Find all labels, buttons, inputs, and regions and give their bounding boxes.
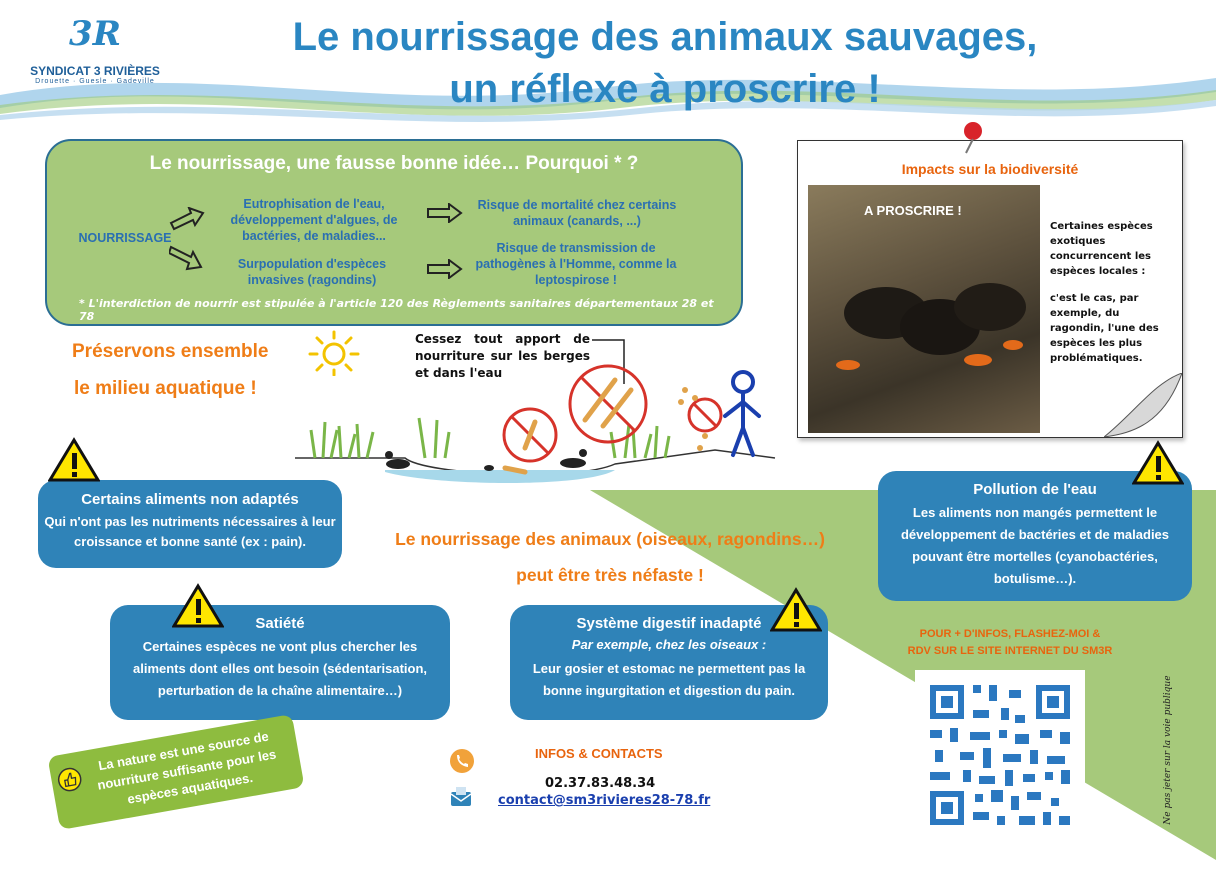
why-footnote: * L'interdiction de nourrir est stipulée à l'article 120 des Règlements sanitaires départementaux 28 et 78 xyxy=(79,297,714,323)
nourrissage-label: NOURRISSAGE xyxy=(78,231,172,245)
central-line2: peut être très néfaste ! xyxy=(516,565,704,585)
box-aliments-body: Qui n'ont pas les nutriments nécessaires à leur croissance et bonne santé (ex : pain). xyxy=(44,514,336,549)
box-digestif-title: Système digestif inadapté xyxy=(576,615,762,632)
risk-pathogenes: Risque de transmission de pathogènes à l'Homme, comme la leptospirose ! xyxy=(475,241,677,287)
box-satiete-body: Certaines espèces ne vont plus chercher les aliments dont elles ont besoin (sédentarisation, perturbation de la chaîne alimentaire…) xyxy=(133,639,427,698)
box-satiete xyxy=(110,605,450,720)
box-satiete-title: Satiété xyxy=(255,615,305,632)
nature-note xyxy=(47,714,304,830)
preserve-line1: Préservons ensemble xyxy=(72,341,269,362)
box-pollution-body: Les aliments non mangés permettent le développement de bactéries et de maladies pouvant être mortelles (cyanobactéries, botulisme…). xyxy=(900,505,1170,586)
effect-surpopulation: Surpopulation d'espèces invasives (ragondins) xyxy=(237,257,387,287)
impacts-text2: c'est le cas, par exemple, du ragondin, l'une des espèces les plus problématiques. xyxy=(1050,293,1159,364)
coypu-illustration xyxy=(828,265,1028,385)
nature-text: La nature est une source de nourriture suffisante pour les espèces aquatiques. xyxy=(96,728,278,807)
box-pollution xyxy=(878,471,1192,601)
qr-code[interactable] xyxy=(915,670,1085,840)
arrow-right-icon xyxy=(427,259,463,279)
central-line1: Le nourrissage des animaux (oiseaux, ragondins…) xyxy=(395,529,825,549)
page-title-line1: Le nourrissage des animaux sauvages, xyxy=(292,15,1038,59)
warning-icon xyxy=(172,583,224,629)
page-title-line2: un réflexe à proscrire ! xyxy=(449,67,881,111)
contact-email[interactable]: contact@sm3rivieres28-78.fr xyxy=(498,793,711,808)
why-heading: Le nourrissage, une fausse bonne idée… Pourquoi * ? xyxy=(149,153,639,174)
stop-feeding-text: Cessez tout apport de nourriture sur les berges et dans l'eau xyxy=(415,332,590,380)
pushpin-icon xyxy=(956,119,990,155)
more-info-line2: RDV SUR LE SITE INTERNET DU SM3R xyxy=(907,645,1113,657)
box-aliments-title: Certains aliments non adaptés xyxy=(81,491,299,508)
side-note: Ne pas jeter sur la voie publique xyxy=(1163,675,1173,825)
impacts-title: Impacts sur la biodiversité xyxy=(901,161,1079,177)
phone-icon xyxy=(449,748,475,774)
logo-name: SYNDICAT 3 RIVIÈRES xyxy=(30,64,160,78)
arrow-up-icon xyxy=(169,207,205,231)
warning-icon xyxy=(1132,440,1184,486)
warning-icon xyxy=(770,587,822,633)
warning-icon xyxy=(48,437,100,483)
impacts-text1: Certaines espèces exotiques concurrencent les espèces locales : xyxy=(1050,221,1153,277)
more-info-line1: POUR + D'INFOS, FLASHEZ-MOI & xyxy=(919,628,1101,640)
contacts-title: INFOS & CONTACTS xyxy=(535,746,663,761)
arrow-down-icon xyxy=(169,241,205,271)
preserve-line2: le milieu aquatique ! xyxy=(74,378,257,399)
why-panel xyxy=(45,139,743,326)
coypu-photo xyxy=(808,185,1040,433)
mail-icon xyxy=(450,786,472,808)
impacts-card xyxy=(797,140,1183,438)
contact-phone[interactable]: 02.37.83.48.34 xyxy=(545,776,656,791)
box-aliments xyxy=(38,480,342,568)
box-digestif-body: Leur gosier et estomac ne permettent pas la bonne ingurgitation et digestion du pain. xyxy=(532,661,806,698)
logo-subtitle: Drouette · Guesle · Gadeville xyxy=(35,78,155,85)
effect-eutrophisation: Eutrophisation de l'eau, développement d'algues, de bactéries, de maladies... xyxy=(230,197,398,243)
box-digestif-subtitle: Par exemple, chez les oiseaux : xyxy=(571,637,767,652)
logo-mark: 3R xyxy=(69,14,121,54)
box-pollution-title: Pollution de l'eau xyxy=(973,481,1097,498)
logo xyxy=(20,14,170,85)
risk-mortalite: Risque de mortalité chez certains animaux (canards, ...) xyxy=(477,198,677,228)
arrow-right-icon xyxy=(427,203,463,223)
page-curl xyxy=(1104,373,1182,437)
photo-label: A PROSCRIRE ! xyxy=(864,203,962,218)
